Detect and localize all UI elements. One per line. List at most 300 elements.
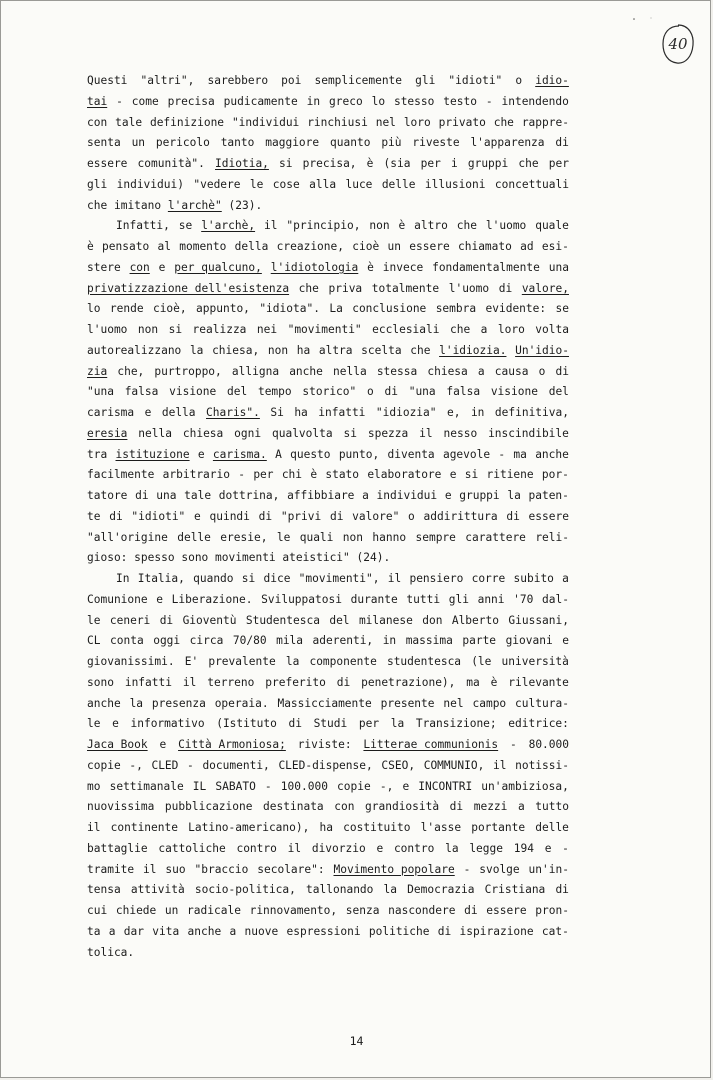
word: di [555,136,569,150]
word: nuove [244,924,279,938]
word: "idiota". [259,302,320,316]
underlined-word: Idiotia, [215,157,269,170]
word: circa [189,634,224,648]
text-line [87,237,569,258]
word: te [87,509,101,523]
underlined-word: privatizzazione dell'esistenza [87,281,290,295]
text-line [87,299,569,320]
word: stere [87,260,121,274]
word: e [156,592,164,606]
word: precisa, [302,157,357,170]
word: di [555,883,569,897]
word: prevalente [208,655,276,668]
word: divorzio [311,841,366,855]
word: tanto [220,136,255,150]
word: "all'origine [87,530,168,544]
word: INCONTRI [418,779,473,793]
word: luce [345,177,373,191]
word: presenza [151,696,206,710]
word: ad [520,240,534,253]
word: si [168,323,183,336]
word: una [156,489,177,502]
word: di [498,281,513,295]
word: affibbiare [287,489,355,502]
word: poi [281,74,302,87]
word: don [422,613,443,627]
text-line [87,652,569,673]
word: portante [471,821,526,834]
word: gioso: [87,551,128,565]
word: del [227,385,248,399]
word: tale [115,115,143,129]
word: tallonando [306,883,374,897]
word: riviste: [297,738,352,751]
word: è [398,219,406,233]
word: cat- [541,924,569,938]
word: - [264,779,272,793]
word: svolge [479,862,520,876]
word: il [87,821,101,834]
text-line [87,901,569,922]
word: dottrina, [218,489,280,502]
word: espressioni [286,924,361,938]
word: mila [276,634,304,648]
word: movimenti [215,551,276,565]
word: costituito [343,821,411,834]
word: carisma [87,406,135,419]
word: A [275,447,282,461]
word: elaboratore [367,468,442,482]
word: pron- [535,904,569,917]
word: '70 [513,592,534,606]
word: cioè, [152,302,187,316]
word: la [445,841,459,855]
word: è [490,675,498,689]
text-line [87,860,569,881]
underlined-word: l'idiotologia [270,260,359,274]
word: creazione, [276,240,344,253]
word: conta [110,634,144,648]
word: arbitrario [162,468,230,482]
word: testo [443,94,477,108]
word: o [367,385,374,399]
word: e [444,489,452,502]
word: del [329,613,350,627]
word: corre [471,572,506,585]
word: ceneri [109,613,151,627]
word: le [276,530,291,544]
text-line [87,797,569,818]
word: di [384,385,398,399]
text-line [87,403,569,424]
page-number: 14 [349,1034,364,1048]
word: definitiva, [494,406,569,419]
word: un [164,904,179,917]
word: - [485,94,493,108]
word: si [241,572,256,585]
underlined-word: eresia [87,426,128,440]
word: comunità". [137,157,205,170]
word: infatti [318,406,366,419]
word: "individui [231,115,300,129]
word: o [515,74,523,87]
word: conclusione [352,302,427,316]
word: por- [541,468,569,482]
underlined-word: Movimento popolare [333,862,455,876]
word: Transizione; [415,717,497,731]
word: falsa [124,385,159,399]
word: Cristiana [484,883,546,897]
word: in [470,406,485,419]
word: "idiozia" [375,406,437,419]
word: visione [490,385,538,399]
word: è [310,468,318,482]
word: stato [325,468,360,482]
word: un'ambiziosa, [481,779,569,793]
text-line [87,943,569,964]
word: stessa [376,364,418,378]
word: ecclesiali [372,323,440,336]
word: aderenti, [312,634,374,648]
word: subito [513,572,554,585]
word: come [131,94,159,108]
text-line [87,486,569,507]
word: Democrazia [407,883,475,897]
word: e [562,634,569,648]
word: anche [289,364,323,378]
text-line [87,175,569,196]
word: lo [371,94,386,108]
word: infatti [124,675,172,689]
underlined-word: con [129,260,150,274]
word: che [493,115,514,129]
word: sono [181,551,209,565]
word: "principio, [286,219,361,233]
word: che [410,343,431,357]
word: di [449,800,464,814]
word: o [408,509,415,523]
word: della [161,406,196,419]
word: altro [414,219,448,233]
word: anche [187,924,222,938]
word: Comunione [87,592,148,606]
word: di [258,509,273,523]
text-line [87,590,569,611]
word: realizza [192,323,247,336]
word: mo [87,779,101,793]
word: Italia, [137,572,185,585]
word: chiamato [457,240,512,253]
text-line [87,569,569,590]
word: di [336,675,351,689]
word: diventa [387,447,435,461]
word: che [298,281,319,295]
word: durante [350,592,398,606]
text-line [87,714,569,735]
underlined-word: l'archè, [201,219,256,233]
word: l'uomo [87,323,128,336]
word: con [334,800,355,814]
word: e [449,468,457,482]
word: e, [446,406,461,419]
text-line [87,258,569,279]
word: volta [535,323,569,336]
word: per [253,468,274,482]
word: università [501,655,569,668]
word: in [382,634,397,648]
word: al [157,240,171,253]
text-line [87,673,569,694]
text-line [87,818,569,839]
word: ateistici" [282,551,350,565]
word: alla [309,177,337,191]
word: purtroppo, [154,364,222,378]
word: cose [272,177,300,191]
word: questo [290,447,331,461]
word: tatore [87,489,128,502]
word: imitano [113,198,162,212]
word: a [562,572,569,585]
word: di [329,509,344,523]
word: tolica. [87,945,135,959]
word: dal- [542,592,569,606]
underlined-word: Charis". [206,406,260,419]
word: "una [87,385,114,399]
word: nel [375,115,396,129]
word: CSEO, [381,758,416,772]
text-line [87,133,569,154]
text-line [87,735,569,756]
word: di [555,364,569,378]
word: scelta [361,343,402,357]
word: tutto [535,800,569,814]
word: socio-politica, [194,883,296,897]
word: priva [328,281,363,295]
word: con [87,115,108,129]
word: spesso [134,551,175,565]
underlined-word: istituzione [115,447,190,461]
word: radicale [187,904,241,917]
word: rilevante [508,675,569,689]
text-line [87,922,569,943]
word: nei [256,323,278,336]
word: se [555,302,569,316]
word: sarebbero [207,74,269,87]
word: valore" [352,509,400,523]
word: è [87,240,94,253]
word: momento [179,240,227,253]
word: Giussani, [508,613,569,627]
word: a [229,924,237,938]
word: Infatti, [116,219,170,233]
word: e [402,779,410,793]
underlined-word: zia [87,364,108,378]
text-line [87,113,569,134]
word: a [477,364,485,378]
word: "movimenti", [298,572,380,585]
word: "vedere [193,177,241,191]
word: ritiene [486,468,534,482]
word: parte [462,634,497,648]
word: totalmente [371,281,440,295]
word: tramite [87,862,135,876]
word: l'apparenza [470,136,545,150]
word: Studentesca [245,613,320,627]
word: addirittura [423,509,498,523]
word: e [159,738,167,751]
word: chiesa [182,426,224,440]
word: appunto, [196,302,250,316]
word: riveste [412,136,460,150]
word: destinata [263,800,324,814]
word: Sviluppatosi [261,592,342,606]
word: penetrazione), [361,675,456,689]
word: pudicamente [223,94,298,108]
text-line [87,528,569,549]
word: componente [309,655,377,668]
word: tra [87,447,108,461]
word: a [108,924,116,938]
word: - [562,841,569,855]
word: campo [472,696,507,710]
word: rinchiusi [307,115,368,129]
word: continente [110,821,178,834]
word: Liberazione. [171,592,253,606]
word: sembra [435,302,477,316]
text-line [87,424,569,445]
handwritten-number-text: 40 [668,35,688,53]
word: a [517,800,525,814]
word: ha [294,406,308,419]
word: Studi [313,717,348,731]
word: senta [87,136,121,150]
word: 100.000 [280,779,328,793]
word: definizione [149,115,225,129]
word: In [116,572,130,585]
word: semplicemente [314,74,403,87]
word: gruppi [467,157,509,170]
text-line [87,694,569,715]
word: rappre- [521,115,569,129]
word: (23). [228,198,263,212]
word: causa [494,364,529,378]
word: storico" [302,385,357,399]
word: che [449,323,471,336]
word: Si [270,406,284,419]
text-line [87,216,569,237]
word: -, [129,758,143,772]
word: anche [535,447,569,461]
word: illusioni [424,177,486,191]
word: 70/80 [232,634,267,648]
word: la [507,489,521,502]
word: la [189,343,204,357]
underlined-word: Un'idio- [515,343,569,357]
word: notissi- [515,758,569,772]
word: oggi [153,634,181,648]
word: evidente: [485,302,547,316]
word: e [112,717,119,731]
word: dar [123,924,145,938]
underlined-word: l'archè" [167,198,222,212]
word: gli [448,592,469,606]
word: operaia. [214,696,269,710]
word: esi- [541,240,569,253]
word: "una [408,385,436,399]
word: un [131,136,146,150]
word: Latino-americano), [188,821,310,834]
text-line [87,507,569,528]
underlined-word: valore, [521,281,569,295]
text-line [87,92,569,113]
word: è [367,260,374,274]
word: la [285,655,300,668]
word: settimanale [109,779,184,793]
word: nella [333,364,367,378]
word: intendendo [501,94,569,108]
word: attività [130,883,185,897]
text-line [87,839,569,860]
word: delle [177,530,211,544]
word: documenti, [202,758,270,772]
text-line [87,362,569,383]
word: E' [184,655,199,668]
word: privato [438,115,486,129]
word: grandiosità [365,800,440,814]
word: tale [184,489,212,502]
word: preferito [265,675,326,689]
word: maggiore [265,136,320,150]
word: Alberto [451,613,499,627]
word: Questi [87,74,128,87]
word: si [279,157,293,170]
word: ispirazione [459,924,534,938]
text-line [87,445,569,466]
word: la [129,696,144,710]
word: essere [486,904,527,917]
word: un [387,240,401,253]
word: COMMUNIO, [423,758,485,772]
word: quale [535,219,569,233]
word: nuovissima [87,800,155,814]
word: CL [87,634,101,648]
word: e [197,447,205,461]
word: il [143,862,157,876]
word: altra [318,343,353,357]
underlined-word: per qualcuno, [174,260,262,274]
word: ma [513,447,527,461]
word: il [182,675,197,689]
word: in [306,94,321,108]
word: si [343,426,357,440]
word: ta [87,924,101,938]
word: visione [169,385,217,399]
word: rende [109,302,144,316]
word: chiesa [427,364,468,378]
word: anni [477,592,505,606]
word: di [109,509,123,523]
text-line [87,154,569,175]
word: la [390,717,405,731]
word: terreno [207,675,255,689]
handwritten-page-number [659,21,697,67]
word: e [158,260,166,274]
word: massima [405,634,453,648]
word: l'uomo [448,281,490,295]
word: essere [528,509,569,523]
word: chiede [115,904,157,917]
word: individui [376,489,438,502]
